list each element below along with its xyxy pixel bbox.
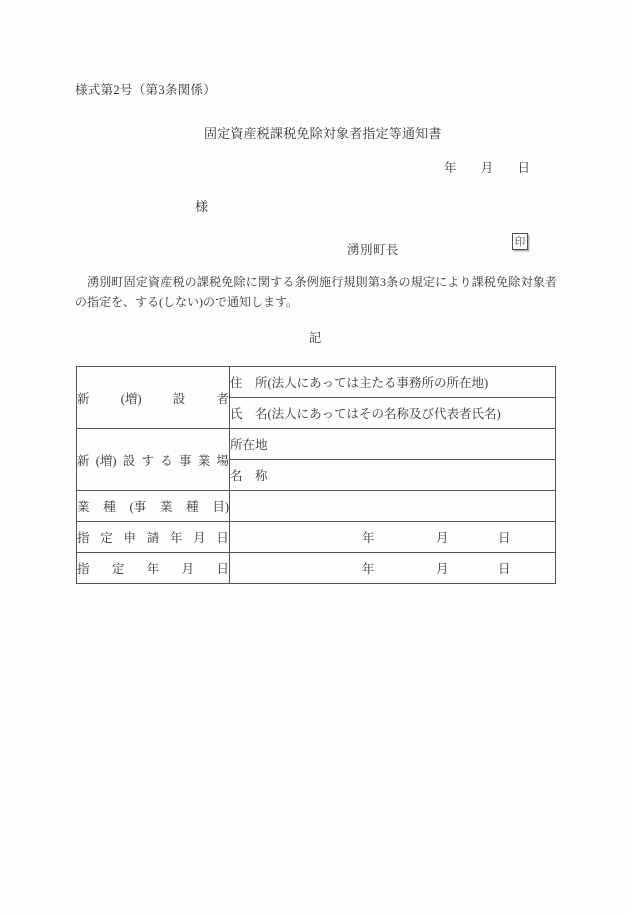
body-paragraph: 湧別町固定資産税の課税免除に関する条例施行規則第3条の規定により課税免除対象者の指定を、する(しない)ので通知します。 xyxy=(75,275,557,309)
form-number: 様式第2号（第3条関係） xyxy=(75,83,217,97)
designation-date-label: 指 定 年 月 日 xyxy=(77,562,229,576)
notification-table xyxy=(76,366,556,584)
application-date-label: 指 定 申 請 年 月 日 xyxy=(77,531,229,545)
issue-date-day-label: 日 xyxy=(517,161,530,175)
business-type-value-cell xyxy=(230,491,556,522)
founder-name-label: 氏 名(法人にあってはその名称及び代表者氏名) xyxy=(230,407,501,421)
founder-name-cell xyxy=(230,398,556,429)
new-establishment-label-cell xyxy=(77,429,230,491)
table-row xyxy=(77,522,556,553)
business-type-label-cell xyxy=(77,491,230,522)
application-date-day-label: 日 xyxy=(498,531,511,545)
application-date-month-label: 月 xyxy=(436,531,449,545)
designation-date-day-label: 日 xyxy=(498,562,511,576)
designation-date-month-label: 月 xyxy=(436,562,449,576)
designation-date-value-cell xyxy=(230,553,556,584)
issue-date-year-label: 年 xyxy=(444,161,457,175)
table-row xyxy=(77,491,556,522)
business-type-label: 業 種 (事 業 種 目) xyxy=(77,500,229,514)
new-founder-label: 新 (増) 設 者 xyxy=(77,391,229,406)
new-founder-label-cell xyxy=(77,367,230,429)
issue-date-month-label: 月 xyxy=(480,161,494,175)
establishment-name-cell xyxy=(230,460,556,491)
designation-date-year-label: 年 xyxy=(362,562,375,576)
application-date-year-label: 年 xyxy=(362,531,375,545)
section-marker: 記 xyxy=(308,331,322,345)
establishment-location-cell xyxy=(230,429,556,460)
founder-address-label: 住 所(法人にあっては主たる事務所の所在地) xyxy=(230,376,489,390)
table-row xyxy=(77,429,556,460)
application-date-value-cell xyxy=(230,522,556,553)
establishment-location-label: 所在地 xyxy=(230,438,268,452)
addressee-honorific: 様 xyxy=(195,199,209,214)
table-row xyxy=(77,553,556,584)
issuer-title: 湧別町長 xyxy=(347,243,400,257)
table-row xyxy=(77,367,556,398)
establishment-name-label: 名 称 xyxy=(230,469,268,483)
designation-date-label-cell xyxy=(77,553,230,584)
document-title: 固定資産税課税免除対象者指定等通知書 xyxy=(204,126,442,141)
application-date-label-cell xyxy=(77,522,230,553)
seal-mark: 印 xyxy=(512,233,528,250)
issue-date-line xyxy=(444,158,530,176)
new-establishment-label: 新 (増) 設 す る 事 業 場 xyxy=(77,453,229,468)
founder-address-cell xyxy=(230,367,556,398)
